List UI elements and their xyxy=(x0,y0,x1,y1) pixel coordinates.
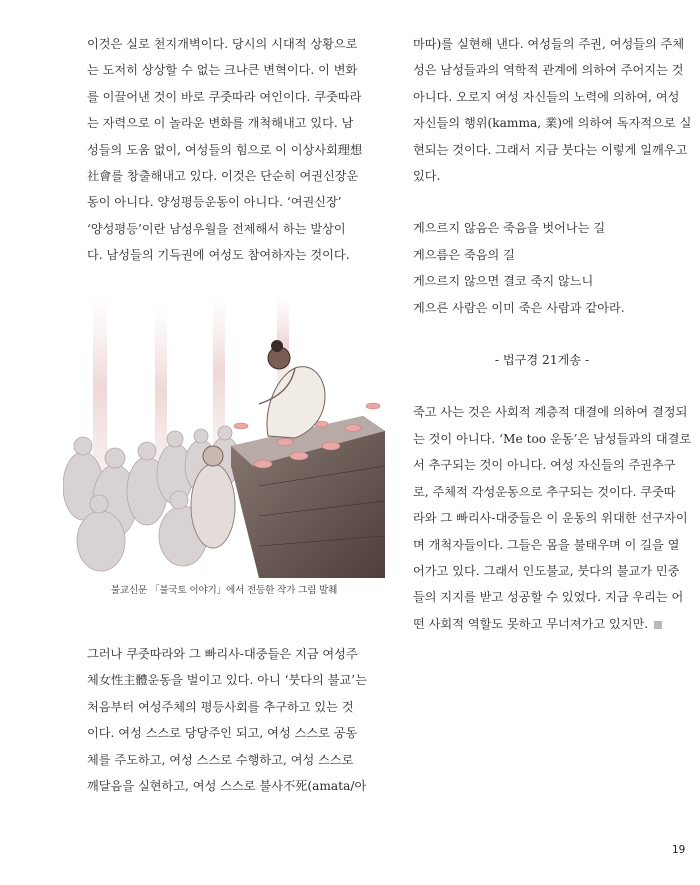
left-column-top xyxy=(87,31,370,269)
paragraph-line: 다. 남성들의 기득권에 여성도 참여하자는 것이다. xyxy=(87,248,350,263)
paragraph-line: 있다. xyxy=(413,169,441,184)
paragraph-line: 라와 그 빠리사-대중들은 이 운동의 위대한 선구자이 xyxy=(413,511,688,526)
paragraph-line: 아니다. 오로지 여성 자신들의 노력에 의하여, 여성 xyxy=(413,89,680,104)
paragraph-line: 社會를 창출해내고 있다. 이것은 단순히 여권신장운 xyxy=(87,169,359,184)
poem-line: 게으르지 않으면 결코 죽지 않느니 xyxy=(413,274,594,289)
leaning-figure xyxy=(259,340,325,438)
paragraph-line: 자신들의 행위(kamma, 業)에 의하여 독자적으로 실 xyxy=(413,116,692,131)
paragraph-line: 처음부터 여성주체의 평등사회를 추구하고 있는 것 xyxy=(87,699,354,714)
paragraph-line: 현되는 것이다. 그래서 지금 붓다는 이렇게 일깨우고 xyxy=(413,142,688,157)
page-number: 19 xyxy=(672,844,686,856)
paragraph-line: 체를 주도하고, 여성 스스로 수행하고, 여성 스스로 xyxy=(87,752,354,767)
paragraph-line: 서 추구되는 것이 아니다. 여성 자신들의 주권추구 xyxy=(413,458,676,473)
left-column-bottom xyxy=(87,641,370,799)
paragraph-line: 체女性主體운동을 벌이고 있다. 아니 ‘붓다의 불교’는 xyxy=(87,673,367,688)
paragraph-line: 들의 지지를 받고 성공할 수 있었다. 지금 우리는 어 xyxy=(413,590,684,605)
paragraph-line: 로, 주체적 각성운동으로 추구되는 것이다. 쿠줏따 xyxy=(413,484,676,499)
illustration-buddhist-assembly xyxy=(63,296,385,578)
paragraph-line: 죽고 사는 것은 사회적 계층적 대결에 의하여 결정되 xyxy=(413,405,688,420)
paragraph-line: 성은 남성들과의 역학적 관계에 의하여 주어지는 것 xyxy=(413,63,684,78)
end-mark-icon xyxy=(654,621,662,629)
paragraph-line: 그러나 쿠줏따라와 그 빠리사-대중들은 지금 여성주 xyxy=(87,647,358,661)
poem-block xyxy=(413,215,693,321)
paragraph-line: 는 도저히 상상할 수 없는 크나큰 변혁이다. 이 변화 xyxy=(87,63,358,78)
stone-platform xyxy=(231,416,385,578)
poem-line: 게으름은 죽음의 길 xyxy=(413,247,515,262)
paragraph-line: 는 자력으로 이 놀라운 변화를 개척해내고 있다. 남 xyxy=(87,116,354,131)
poem-line: 게으르지 않음은 죽음을 벗어나는 길 xyxy=(413,221,606,236)
illustration-caption: 불교신문 「불국토 이야기」에서 전등한 작가 그림 발췌 xyxy=(110,585,338,596)
paragraph-line: 깨달음을 실현하고, 여성 스스로 불사不死(amata/아 xyxy=(87,779,367,794)
paragraph-line: 이것은 실로 천지개벽이다. 당시의 시대적 상황으로 xyxy=(87,37,358,51)
poem-source: - 법구경 21게송 - xyxy=(494,353,590,368)
paragraph-line: 마따)를 실현해 낸다. 여성들의 주권, 여성들의 주체 xyxy=(413,37,685,51)
paragraph-line: 며 개척자들이다. 그들은 몸을 불태우며 이 길을 열 xyxy=(413,537,680,552)
paragraph-line: ‘양성평등’이란 남성우월을 전제해서 하는 발상이 xyxy=(87,221,346,236)
paragraph-text: 떤 사회적 역할도 못하고 무너져가고 있지만. xyxy=(413,616,649,631)
paragraph-line-last xyxy=(413,611,693,637)
right-column xyxy=(413,31,693,637)
paragraph-line: 성들의 도움 없이, 여성들의 힘으로 이 이상사회理想 xyxy=(87,142,363,157)
paragraph-line: 는 것이 아니다. ‘Me too 운동’은 남성들과의 대결로 xyxy=(413,431,692,446)
paragraph-line: 동이 아니다. 양성평등운동이 아니다. ‘여권신장’ xyxy=(87,195,342,210)
paragraph-line: 어가고 있다. 그래서 인도불교, 붓다의 불교가 민중 xyxy=(413,563,680,578)
paragraph-line: 를 이끌어낸 것이 바로 쿠줏따라 여인이다. 쿠줏따라 xyxy=(87,89,362,104)
paragraph-line: 이다. 여성 스스로 당당주인 되고, 여성 스스로 공동 xyxy=(87,726,358,741)
poem-line: 게으른 사람은 이미 죽은 사람과 같아라. xyxy=(413,300,625,315)
